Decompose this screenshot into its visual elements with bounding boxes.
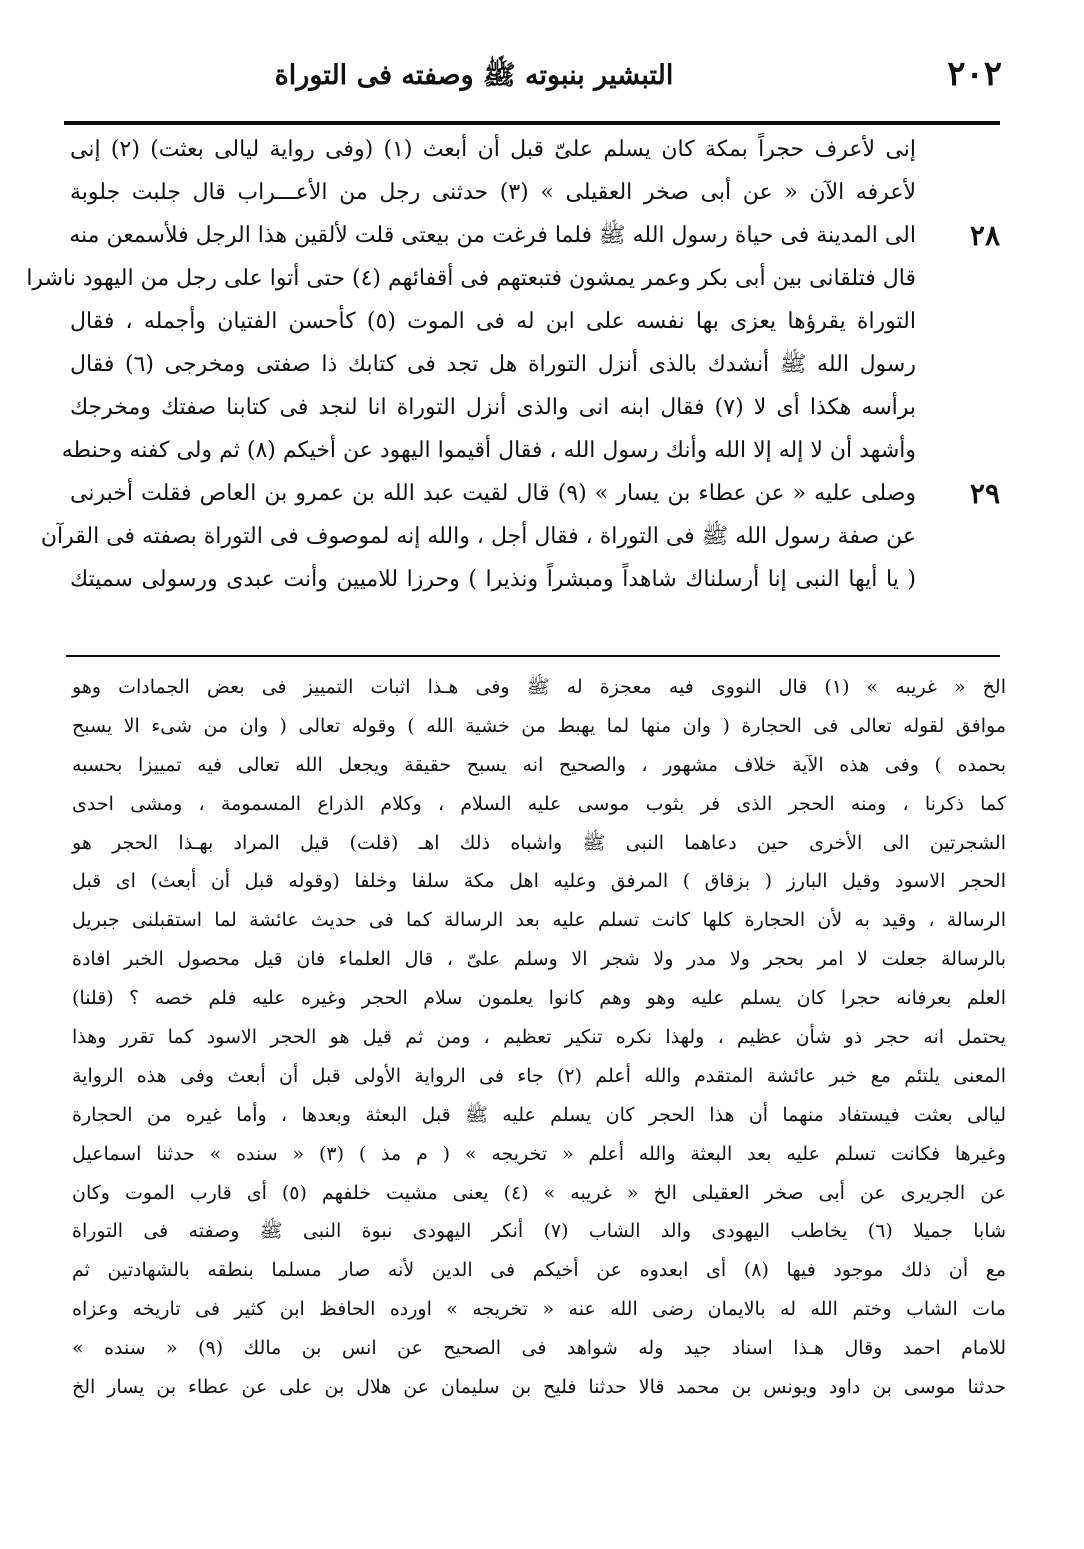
footnote-line: المعنى يلتئم مع خبر عائشة المتقدم والله أعلم (٢) جاء فى الرواية الأولى قبل أن أبعث وفى هذه الرواية (72, 1064, 1006, 1087)
footnote-line: ليالى بعثت فيستفاد منهما أن هذا الحجر كان يسلم عليه ﷺ قبل البعثة وبعدها ، وأما غيره من الحجارة (72, 1103, 1006, 1126)
main-line: وصلى عليه « عن عطاء بن يسار » (٩) قال لقيت عبد الله بن عمرو بن العاص فقلت أخبرنى (70, 481, 916, 506)
footnote-divider (66, 655, 1000, 657)
footnote-line: للامام احمد وقال هـذا اسناد جيد وله شواهد فى الصحيح عن انس بن مالك (٩) « سنده » (72, 1337, 1006, 1360)
running-title: التبشير بنبوته ﷺ وصفته فى التوراة (274, 60, 674, 91)
main-line: عن صفة رسول الله ﷺ فى التوراة ، فقال أجل ، والله إنه لموصوف فى التوراة بصفته فى القرآن (40, 524, 916, 549)
main-line: رسول الله ﷺ أنشدك بالذى أنزل التوراة هل تجد فى كتابك ذا صفتى ومخرجى (٦) فقال (70, 352, 916, 377)
footnote-line: حدثنا موسى بن داود ويونس بن محمد قالا حدثنا فليح بن سليمان عن هلال بن على عن عطاء بن يسار الخ (72, 1376, 1006, 1399)
footnote-line: الحجر الاسود وقيل البارز ( بزقاق ) المرفق وعليه اهل مكة سلفا وخلفا (وقوله قبل أن أبعث) اى قبل (72, 870, 1006, 893)
footnote-line: الرسالة ، وقيد به لأن الحجارة كلها كانت تسلم عليه بعد الرسالة كما فى حديث عائشة لما استقبلنى جبريل (72, 909, 1006, 932)
page-header (66, 48, 1002, 110)
footnote-line: شابا جميلا (٦) يخاطب اليهودى والد الشاب (٧) أنكر اليهودى نبوة النبى ﷺ وصفته فى التوراة (72, 1220, 1006, 1243)
main-line: إنى لأعرف حجراً بمكة كان يسلم علىّ قبل أن أبعث (١) (وفى رواية ليالى بعثت) (٢) إنى (70, 137, 916, 162)
footnote-line: بالرسالة جعلت لا امر بحجر ولا مدر ولا شجر الا وسلم علىّ ، قال العلماء فان قيل محصول الخبر افادة (72, 948, 1006, 971)
footnote-line: موافق لقوله تعالى فى الحجارة ( وان منها لما يهبط من خشية الله ) وقوله تعالى ( وان من شىء الا يسبح (72, 714, 1006, 737)
main-line: وأشهد أن لا إله إلا الله وأنك رسول الله ، فقال أقيموا اليهود عن أخيكم (٨) ثم ولى كفنه وحنطه (61, 438, 916, 463)
footnote-line: العلم بعرفانه حجرا كان يسلم عليه وهو وهم كانوا يعلمون سلام الحجر وغيره عليه فلم خصه ؟ (قلنا) (72, 987, 1006, 1010)
footnote-line: الشجرتين الى الأخرى حين دعاهما النبى ﷺ واشباه ذلك اهـ (قلت) قيل المراد بهـذا الحجر هو (72, 831, 1006, 854)
footnote-line: بحمده ) وفى هذه الآية خلاف مشهور ، والصحيح انه يسبح حقيقة ويجعل الله تعالى فيه تمييزا بحسبه (72, 753, 1006, 776)
footnote-line: كما ذكرنا ، ومنه الحجر الذى فر بثوب موسى عليه السلام ، وكلام الذراع المسمومة ، ومشى احدى (72, 792, 1006, 815)
hadith-number: ٢٩ (969, 477, 1000, 510)
header-divider (64, 121, 1000, 125)
main-line: الى المدينة فى حياة رسول الله ﷺ فلما فرغت من بيعتى قلت لألقين هذا الرجل فلأسمعن منه (69, 223, 916, 248)
main-line: التوراة يقرؤها يعزى بها نفسه على ابن له فى الموت (٥) كأحسن الفتيان وأجمله ، فقال (70, 309, 916, 334)
footnote-line: عن الجريرى عن أبى صخر العقيلى الخ « غريبه » (٤) يعنى مشيت خلفهم (٥) أى قارب الموت وكان (72, 1181, 1007, 1204)
footnote-line: مات الشاب وختم الله له بالايمان رضى الله عنه « تخريجه » اورده الحافظ ابن كثير فى تاريخه وعزاه (72, 1298, 1006, 1321)
main-line: ( يا أيها النبى إنا أرسلناك شاهداً ومبشراً ونذيرا ) وحرزا للاميين وأنت عبدى ورسولى سميتك (70, 567, 916, 592)
main-line: برأسه هكذا أى لا (٧) فقال ابنه انى والذى أنزل التوراة انا لنجد فى كتابنا صفتك ومخرجك (70, 395, 916, 420)
main-line: قال فتلقانى بين أبى بكر وعمر يمشون فتبعتهم فى أقفائهم (٤) حتى أتوا على رجل من اليهود ناشرا (26, 266, 916, 291)
footnote-line: مع أن ذلك موجود فيها (٨) أى ابعدوه عن أخيكم فى الدين لأنه صار مسلما بنطقه بالشهادتين ثم (72, 1259, 1006, 1282)
footnote-line: وغيرها فكانت تسلم عليه بعد البعثة والله أعلم « تخريجه » ( م مذ ) (٣) « سنده » حدثنا اسماعيل (72, 1142, 1006, 1165)
footnote-line: الخ « غريبه » (١) قال النووى فيه معجزة له ﷺ وفى هـذا اثبات التمييز فى بعض الجمادات وهو (72, 676, 1006, 698)
page-number: ٢٠٢ (947, 54, 1002, 94)
footnote-line: يحتمل انه حجر ذو شأن عظيم ، ولهذا نكره تنكير تعظيم ، ومن ثم قيل هو الحجر الاسود كما تقرر وهذا (72, 1026, 1006, 1049)
footnotes (72, 668, 1006, 1407)
hadith-28 (26, 171, 1000, 472)
hadith-29 (40, 472, 1000, 601)
main-text (26, 128, 1000, 601)
hadith-number: ٢٨ (969, 219, 1000, 252)
main-line: لأعرفه الآن « عن أبى صخر العقيلى » (٣) حدثنى رجل من الأعـــراب قال جلبت جلوبة (70, 180, 916, 205)
